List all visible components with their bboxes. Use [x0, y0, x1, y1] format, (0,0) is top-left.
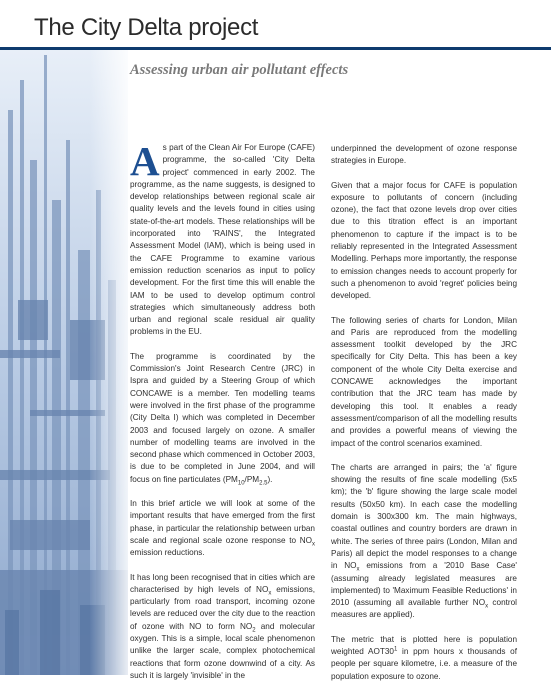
title-band [0, 0, 551, 50]
paragraph: The charts are arranged in pairs; the 'a' figure showing the results of fine scale modelling (5x5 km); the 'b' figure showing the large scale model results (50x50 km). In each case the modelling domain is 300x300 km. The main highways, coastal outlines and country borders are drawn in white. The series of three pairs (London, Milan and Paris) all depict the model responses to a change in $NO_x$ emissions from a '2010 Base Case' (assuming already legislated measures are implemented) to 'Maximum Feasible Reductions' in 2010 (assuming all available further $NO_x$ control measures are applied). [331, 462, 517, 620]
article-subtitle: Assessing urban air pollutant effects [130, 62, 349, 78]
paragraph: The following series of charts for London, Milan and Paris are reproduced from the modelling assessment toolkit developed by the JRC specifically for City Delta. This has been a key component of the whole City Delta exercise and CONCAWE acknowledges the important contribution that the JRC team has made by developing this tool. It enables a ready assessment/comparison of all the modelling results and provides a powerful means of viewing the impact of the control scenarios examined. [331, 315, 517, 448]
paragraph: It has long been recognised that in cities which are characterised by high levels of $NO_x$ emissions, particularly from road transport, incoming ozone levels are reduced over the city due to the reaction of ozone with NO to form $NO_2$ and molecular oxygen. This is a simple, local scale phenomenon unlike the larger scale, complex photochemical reactions that form ozone downwind of a city. As such it is largely 'invisible' in the [130, 572, 315, 680]
paragraph: Given that a major focus for CAFE is population exposure to pollutants of concern (including ozone), the fact that ozone levels drop over cities due to this titration effect is an important phenomenon to capture if the impact is to be reliably represented in the Integrated Assessment Modelling. Perhaps more importantly, the response to emission changes needs to account properly for such a phenomenon to avoid 'regret' policies being developed. [331, 180, 517, 301]
left-column [130, 138, 315, 694]
paragraph: The programme is coordinated by the Commission's Joint Research Centre (JRC) in Ispra and guided by a Steering Group of which CONCAWE is a member. Ten modelling teams were involved in the first phase of the programme (City Delta I) which was completed in December 2003 and focused largely on ozone. A smaller number of modelling teams are involved in the second phase which commenced in October 2003, is due to be completed in June 2004, and will focus on fine particulates $(PM_{10}/PM_{2.5})$. [130, 351, 315, 487]
paragraph: As part of the Clean Air For Europe (CAFE) programme, the so-called 'City Delta project' commenced in early 2002. The programme, as the name suggests, is designed to develop relationships between regional scale air quality levels and the levels found in cities using state-of-the-art models. These relationships will be incorporated into 'RAINS', the Integrated Assessment Model (IAM), which is being used in the CAFE Programme to examine various emission reduction scenarios as input to policy development. For the first time this will enable the IAM to be used to develop optimum control strategies which simultaneously address both urban and regional scale residual air quality problems in the EU. [130, 138, 315, 337]
paragraph: The metric that is plotted here is population weighted $AOT30^1$ in ppm hours x thousands of people per square kilometre, i.e. a measure of the population exposure to ozone. [331, 634, 517, 681]
drop-cap: A [130, 138, 160, 184]
industrial-photo [0, 50, 128, 675]
page-title: The City Delta project [34, 14, 259, 41]
paragraph: underpinned the development of ozone response strategies in Europe. [331, 144, 517, 166]
right-column [331, 143, 517, 695]
paragraph: In this brief article we will look at some of the important results that have emerged from the first phase, in particular the relationship between urban scale and regional scale ozone response to $NO_x$ emission reductions. [130, 499, 315, 558]
